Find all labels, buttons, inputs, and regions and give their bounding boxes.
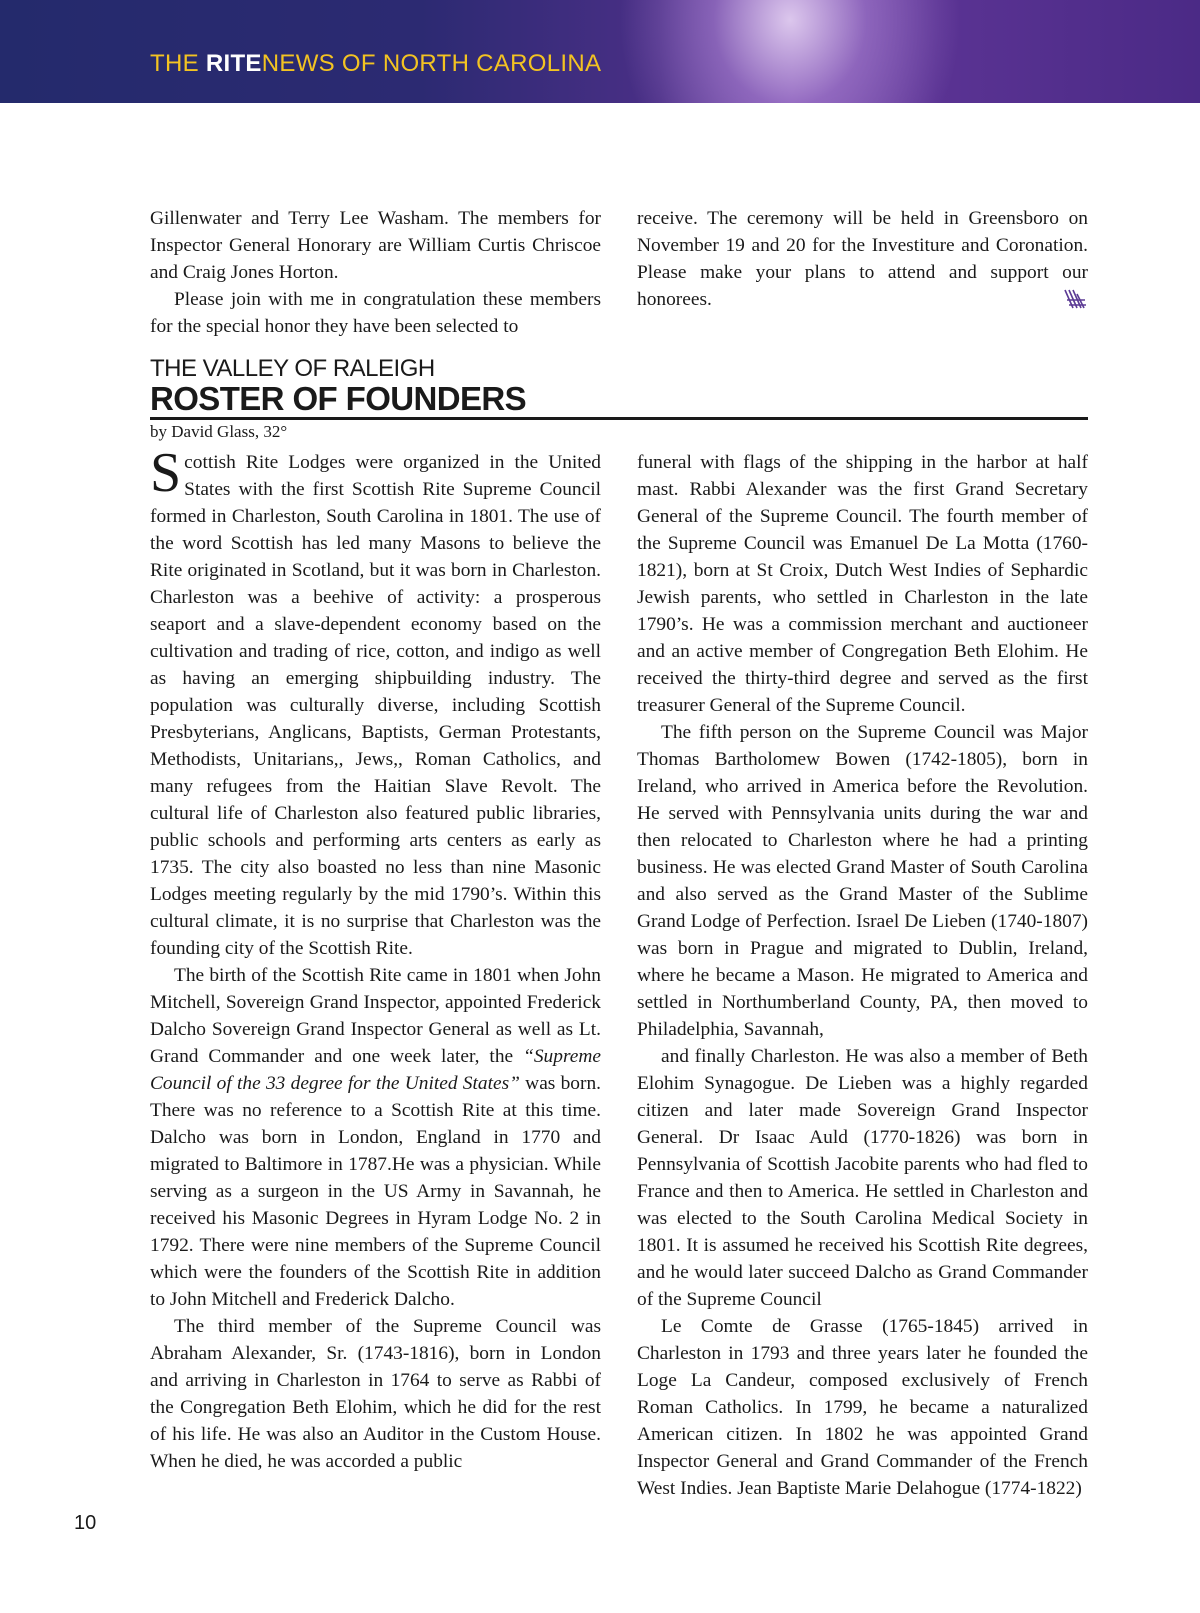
article-paragraph: and finally Charleston. He was also a member of Beth Elohim Synagogue. De Lieben was a highly regarded citizen and later made Sovereign Grand Inspector General. Dr Isaac Auld (1770-1826) was born in Pennsylvania of Scottish Jacobite parents who had fled to France and then to America. He settled in Charleston and was elected to the South Carolina Medical Society in 1801. It is assumed he received his Scottish Rite degrees, and he would later succeed Dalcho as Grand Commander of the Supreme Council xyxy=(637,1046,1088,1310)
publication-title xyxy=(150,50,601,78)
article-paragraph xyxy=(150,442,601,962)
article-kicker: THE VALLEY OF RALEIGH xyxy=(150,355,435,382)
article-paragraph: funeral with flags of the shipping in the harbor at half mast. Rabbi Alexander was the first Grand Secretary General of the Supreme Council. The fourth member of the Supreme Council was Emanuel De La Motta (1760-1821), born at St Croix, Dutch West Indies of Sephardic Jewish parents, who settled in Charleston in the late 1790’s. He was a commission merchant and auctioneer and an active member of Congregation Beth Elohim. He received the thirty-third degree and served as the first treasurer General of the Supreme Council. xyxy=(637,452,1088,716)
article-right-column xyxy=(637,449,1088,1502)
continued-paragraph: Please join with me in congratulation these members for the special honor they have been selected to xyxy=(150,289,601,337)
continued-paragraph: receive. The ceremony will be held in Greensboro on November 19 and 20 for the Investiture and Coronation. Please make your plans to attend and support our honorees. xyxy=(637,208,1088,310)
masthead-rest: NEWS OF NORTH CAROLINA xyxy=(261,50,602,77)
drop-cap: S xyxy=(150,442,182,504)
continued-paragraph: Gillenwater and Terry Lee Washam. The members for Inspector General Honorary are William Curtis Chriscoe and Craig Jones Horton. xyxy=(150,208,601,283)
article-paragraph: Le Comte de Grasse (1765-1845) arrived in Charleston in 1793 and three years later he founded the Loge La Candeur, composed exclusively of French Roman Catholics. In 1799, he became a naturalized American citizen. In 1802 he was appointed Grand Inspector General and Grand Commander of the French West Indies. Jean Baptiste Marie Delahogue (1774-1822) xyxy=(637,1316,1088,1499)
italic-council-name: “Supreme Council of the 33 degree for the United States” xyxy=(150,1046,601,1094)
continued-text-left-column xyxy=(150,205,601,340)
article-paragraph: The third member of the Supreme Council was Abraham Alexander, Sr. (1743-1816), born in London and arriving in Charleston in 1764 to serve as Rabbi of the Congregation Beth Elohim, which he did for the rest of his life. He was also an Auditor in the Custom House. When he died, he was accorded a public xyxy=(150,1316,601,1472)
masthead-banner xyxy=(0,0,1200,103)
article-paragraph-text: The birth of the Scottish Rite came in 1801 when John Mitchell, Sovereign Grand Inspector, appointed Frederick Dalcho Sovereign Grand Inspector General as well as Lt. Grand Commander and one week later, the xyxy=(150,965,601,1067)
masthead-the: THE xyxy=(150,50,206,77)
end-of-article-icon xyxy=(1063,288,1087,310)
article-paragraph xyxy=(150,962,601,1313)
article-title: ROSTER OF FOUNDERS xyxy=(150,380,527,417)
article-paragraph-text: cottish Rite Lodges were organized in the United States with the first Scottish Rite Supreme Council formed in Charleston, South Carolina in 1801. The use of the word Scottish has led many Masons to believe the Rite originated in Scotland, but it was born in Charleston. Charleston was a beehive of activity: a prosperous seaport and a slave-dependent economy based on the cultivation and trading of rice, cotton, and indigo as well as having an emerging shipbuilding industry. The population was culturally diverse, including Scottish Presbyterians, Anglicans, Baptists, German Protestants, Methodists, Unitarians,, Jews,, Roman Catholics, and many refugees from the Haitian Slave Revolt. The cultural life of Charleston also featured public libraries, public schools and performing arts centers as early as 1735. The city also boasted no less than nine Masonic Lodges meeting regularly by the mid 1790’s. Within this cultural climate, it is no surprise that Charleston was the founding city of the Scottish Rite. xyxy=(150,452,601,959)
article-paragraph-text: was born. There was no reference to a Scottish Rite at this time. Dalcho was born in London, England in 1770 and migrated to Baltimore in 1787.He was a physician. While serving as a surgeon in the US Army in Savannah, he received his Masonic Degrees in Hyram Lodge No. 2 in 1792. There were nine members of the Supreme Council which were the founders of the Scottish Rite in addition to John Mitchell and Frederick Dalcho. xyxy=(150,1073,601,1310)
title-rule xyxy=(150,417,1088,420)
article-paragraph: The fifth person on the Supreme Council was Major Thomas Bartholomew Bowen (1742-1805), born in Ireland, who arrived in America before the Revolution. He served with Pennsylvania units during the war and then relocated to Charleston where he had a printing business. He was elected Grand Master of South Carolina and also served as the Grand Master of the Sublime Grand Lodge of Perfection. Israel De Lieben (1740-1807) was born in Prague and migrated to Dublin, Ireland, where he became a Mason. He migrated to America and settled in Northumberland County, PA, then moved to Philadelphia, Savannah, xyxy=(637,722,1088,1040)
article-byline: by David Glass, 32° xyxy=(150,422,288,441)
page-number: 10 xyxy=(74,1512,97,1534)
continued-text-right-column xyxy=(637,205,1088,313)
article-left-column xyxy=(150,442,601,1475)
masthead-rite: RITE xyxy=(205,50,262,77)
